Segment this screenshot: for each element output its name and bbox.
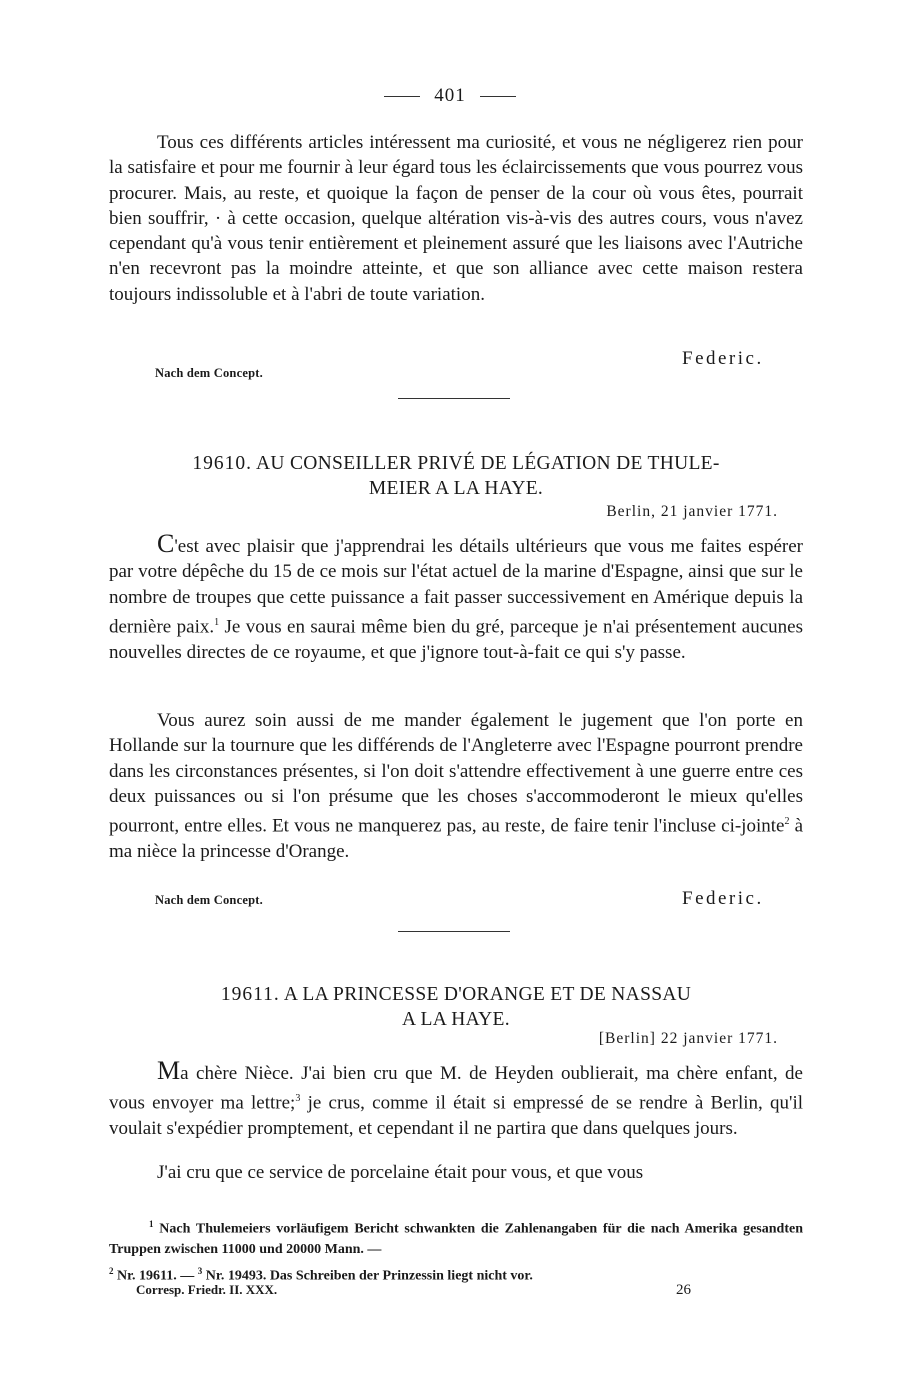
letter-19611-paragraph-1-text: a chère Nièce. J'ai bien cru que M. de Heyden oublierait, ma chère enfant, de vous envoyer ma lettre;	[109, 1063, 803, 1114]
letter-19611-title-line2: A LA HAYE.	[402, 1009, 510, 1030]
intro-signature: Federic.	[682, 348, 764, 369]
footnotes-block	[109, 1214, 803, 1287]
signature-mark: 26	[676, 1282, 691, 1298]
letter-19611-dropcap: M	[157, 1056, 181, 1085]
letter-19610-paragraph-1-text: 'est avec plaisir que j'apprendrai les détails ultérieurs que vous me faites espérer par votre dépêche du 15 de ce mois sur l'état actuel de la marine d'Espagne, ainsi que sur le nombre de troupes que cette puissance a fait passer successivement en Amérique depuis la dernière paix.	[109, 536, 803, 638]
letter-19610-dateline: Berlin, 21 janvier 1771.	[606, 503, 778, 520]
letter-19610-title-line1: AU CONSEILLER PRIVÉ DE LÉGATION DE THULE-	[256, 453, 720, 474]
footnote-ref-1: 1	[214, 616, 220, 628]
footnote-2-mark: 2	[109, 1265, 114, 1276]
letter-19611-paragraph-1-cont: je crus, comme il était si empressé de se rendre à Berlin, qu'il voulait s'expédier promptement, et cependant il ne partira que dans quelques jours.	[109, 1092, 804, 1139]
letter-19610-title-line2: MEIER A LA HAYE.	[368, 478, 544, 499]
letter-19611-title	[109, 982, 803, 1032]
letter-19610-signature: Federic.	[682, 888, 764, 909]
letter-19610-paragraph-2-end: à ma nièce la princesse d'Orange.	[109, 815, 804, 862]
letter-19611-title-line1: A LA PRINCESSE D'ORANGE ET DE NASSAU	[283, 984, 692, 1005]
letter-19611-dateline: [Berlin] 22 janvier 1771.	[598, 1030, 778, 1047]
header-dash-right	[480, 96, 516, 97]
letter-19611-number: 19611.	[220, 984, 280, 1005]
letter-19611-paragraph-2: J'ai cru que ce service de porcelaine était pour vous, et que vous	[157, 1162, 644, 1183]
page-footer	[136, 1282, 696, 1298]
separator-rule-2	[398, 931, 510, 932]
footnote-2-text: Nr. 19611. —	[117, 1268, 195, 1284]
footnote-ref-3: 3	[295, 1093, 301, 1105]
letter-19610-paragraph-2-text: Vous aurez soin aussi de me mander également le jugement que l'on porte en Hollande sur la tournure que les différends de l'Angleterre avec l'Espagne pourront prendre dans les circonstances présentes, si l'on doit s'attendre effectivement à une guerre entre ces deux puissances ou si l'on présume que les choses s'accommoderont le mieux qu'elles pourront, entre elles. Et vous ne manquerez pas, au reste, de faire tenir l'incluse ci-jointe	[109, 710, 803, 837]
intro-paragraph: Tous ces différents articles intéressent ma curiosité, et vous ne négligerez rien pour la satisfaire et pour me fournir à leur égard tous les éclaircissements que vous pourrez vous procurer. Mais, au reste, et quoique la façon de penser de la cour où vous êtes, pourrait bien souffrir, · à cette occasion, quelque altération vis-à-vis des autres cours, vous n'avez cependant qu'à vous tenir entièrement et pleinement assuré que les liaisons avec l'Autriche n'en recevront pas la moindre atteinte, et que son alliance avec cette maison restera toujours indissoluble et à l'abri de toute variation.	[109, 132, 803, 305]
footnote-1-mark: 1	[149, 1219, 154, 1229]
letter-19610-source-note: Nach dem Concept.	[155, 893, 263, 907]
letter-19610-paragraph-2	[109, 708, 803, 864]
letter-19610-paragraph-1-cont: Je vous en saurai même bien du gré, parceque je n'ai présentement aucunes nouvelles directes de ce royaume, et que j'ignore tout-à-fait ce qui s'y passe.	[109, 616, 803, 663]
letter-19610-number: 19610.	[192, 453, 252, 474]
footnote-1-text: Nach Thulemeiers vorläufigem Bericht schwankten die Zahlenangaben für die nach Amerika gesandten Truppen zwischen 11000 und 20000 Mann. —	[109, 1221, 803, 1258]
footnote-3-text: Nr. 19493. Das Schreiben der Prinzessin liegt nicht vor.	[205, 1268, 533, 1284]
series-title: Corresp. Friedr. II. XXX.	[136, 1282, 278, 1297]
footnote-ref-2: 2	[784, 816, 790, 828]
footnote-3-mark: 3	[197, 1265, 203, 1276]
letter-19610-title	[109, 451, 803, 501]
letter-19611-paragraph-1	[109, 1058, 803, 1141]
letter-19610-dropcap: C	[157, 529, 175, 558]
intro-source-note: Nach dem Concept.	[155, 366, 263, 380]
header-dash-left	[384, 96, 420, 97]
separator-rule-1	[398, 398, 510, 399]
page-number: 401	[434, 85, 466, 106]
page-header	[0, 85, 900, 107]
letter-19610-paragraph-1	[109, 531, 803, 665]
